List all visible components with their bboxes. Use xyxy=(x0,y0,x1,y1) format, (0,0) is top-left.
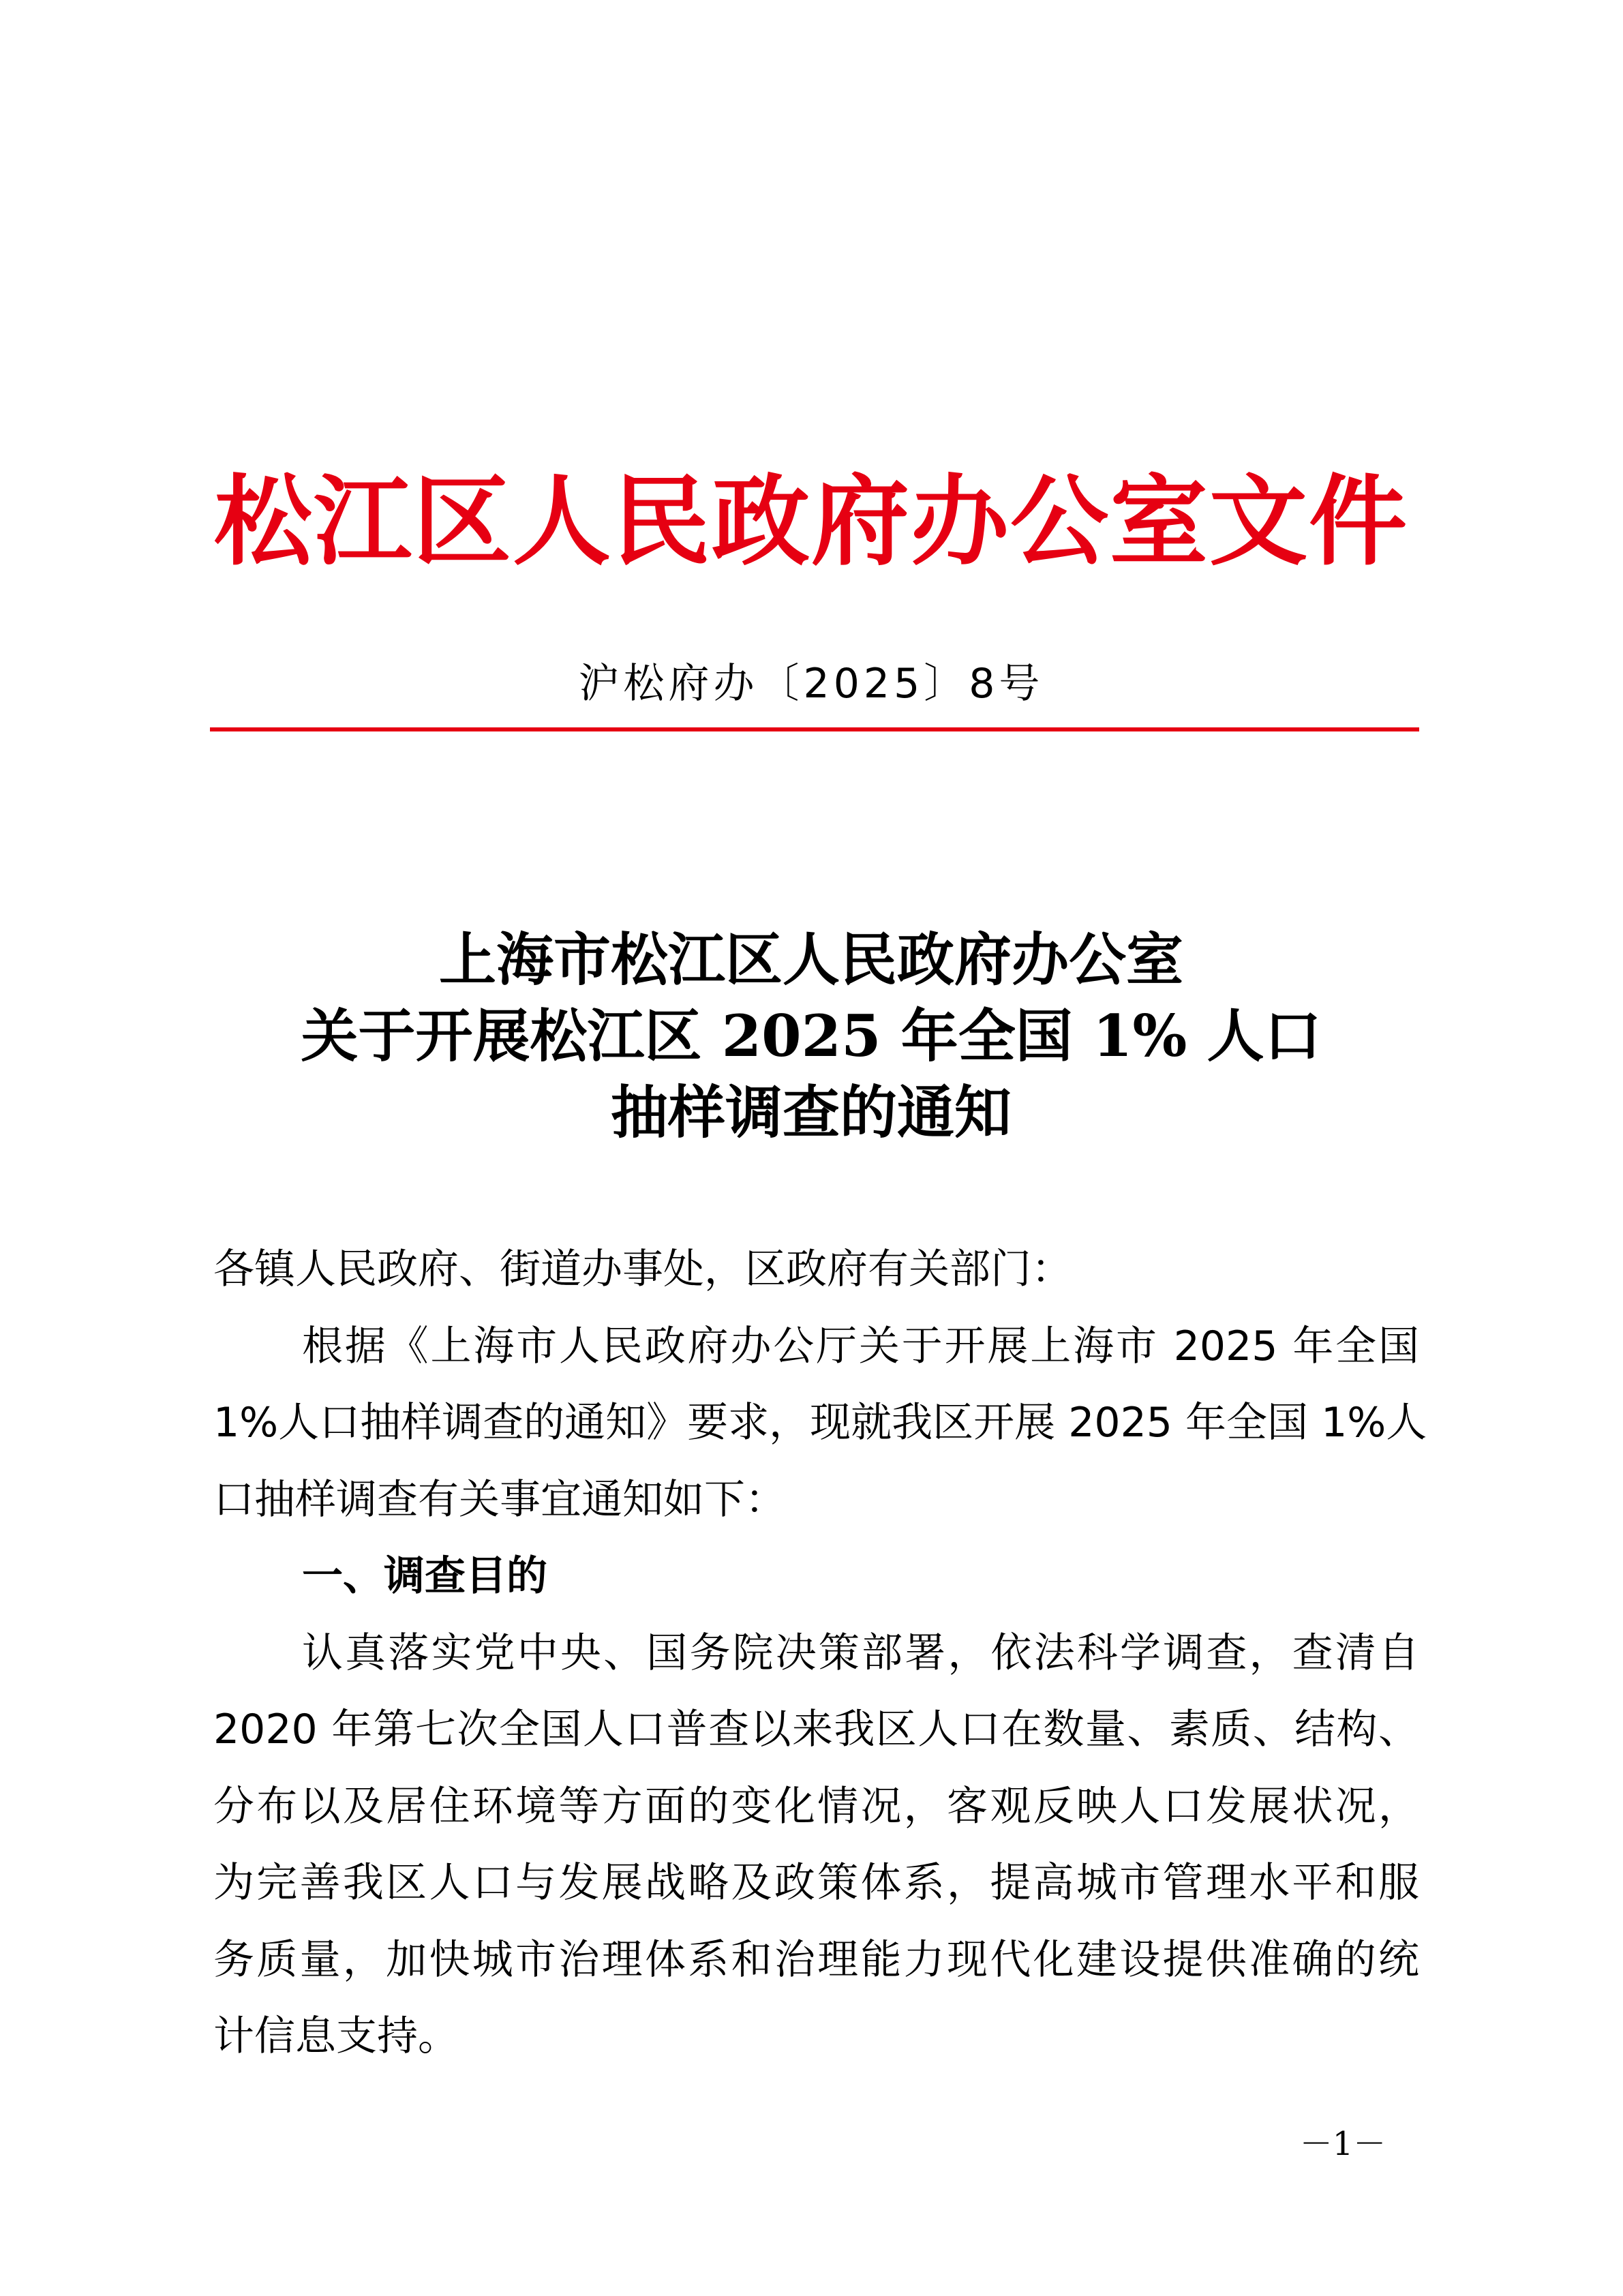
page-number: －1－ xyxy=(1299,2125,1386,2163)
body-line: 1%人口抽样调查的通知》要求，现就我区开展 2025 年全国 1%人 xyxy=(213,1399,1427,1447)
title-line: 上海市松江区人民政府办公室 xyxy=(438,926,1183,993)
red-divider xyxy=(210,727,1419,731)
body-line: 计信息支持。 xyxy=(213,2012,459,2060)
body-line: 认真落实党中央、国务院决策部署，依法科学调查，查清自 xyxy=(302,1629,1419,1677)
body-line: 2020 年第七次全国人口普查以来我区人口在数量、素质、结构、 xyxy=(213,1706,1419,1753)
body-line: 务质量，加快城市治理体系和治理能力现代化建设提供准确的统 xyxy=(213,1935,1419,1984)
document-number: 沪松府办〔2025〕8号 xyxy=(578,660,1044,708)
document-title xyxy=(204,922,1418,1151)
section-heading: 一、调查目的 xyxy=(302,1552,547,1600)
body-line: 口抽样调查有关事宜通知如下： xyxy=(213,1475,786,1524)
document-body xyxy=(213,1231,1427,2075)
body-line: 为完善我区人口与发展战略及政策体系，提高城市管理水平和服 xyxy=(213,1859,1419,1907)
issuer-title: 松江区人民政府办公室文件 xyxy=(213,464,1408,579)
title-line: 关于开展松江区 2025 年全国 1% 人口 xyxy=(301,1002,1322,1070)
body-line: 分布以及居住环境等方面的变化情况，客观反映人口发展状况， xyxy=(213,1782,1419,1830)
salutation: 各镇人民政府、街道办事处，区政府有关部门： xyxy=(213,1245,1072,1293)
body-line: 根据《上海市人民政府办公厅关于开展上海市 2025 年全国 xyxy=(302,1322,1419,1370)
title-line: 抽样调查的通知 xyxy=(610,1078,1012,1146)
